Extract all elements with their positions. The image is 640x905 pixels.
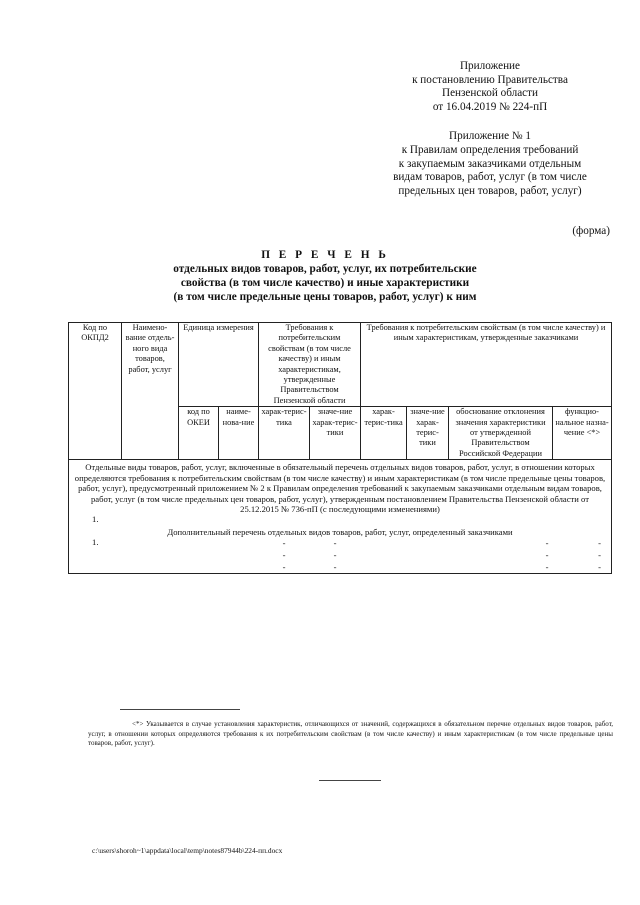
header-cust-characteristic: харак-терис-тика <box>361 407 407 460</box>
appendix-line: к закупаемым заказчиками отдельным <box>398 157 582 170</box>
dash-cell: - <box>333 550 337 561</box>
header-purpose: функцио-нальное назна-чение <*> <box>553 407 612 460</box>
document-title <box>60 248 590 304</box>
dash-cell: - <box>545 550 549 561</box>
requirements-table <box>68 322 612 574</box>
header-gov-characteristic: харак-терис-тика <box>259 407 310 460</box>
title-line: (в том числе предельные цены товаров, работ, услуг) к ним <box>173 291 477 303</box>
appendix-line: Приложение № 1 <box>449 130 531 143</box>
dash-cell: - <box>545 562 549 573</box>
appendix-line: предельных цен товаров, работ, услуг) <box>398 184 582 197</box>
dash-cell: - <box>545 538 549 549</box>
table-row <box>69 537 612 574</box>
dash-column <box>553 537 612 574</box>
appendix-block <box>360 60 620 198</box>
section-row-mandatory <box>69 460 612 515</box>
header-customer-requirements: Требования к потребительским свойствам (в том числе качеству) и иным характеристикам, утвержденные заказчиками <box>361 323 612 407</box>
section-row-additional <box>69 525 612 537</box>
dash-cell: - <box>282 550 286 561</box>
dash-cell: - <box>598 538 601 549</box>
header-okei: код по ОКЕИ <box>179 407 219 460</box>
appendix-line: к постановлению Правительства <box>412 73 568 86</box>
dash-cell: - <box>282 562 286 573</box>
file-path: c:\users\shoroh~1\appdata\local\temp\notes87944b\224-пп.docx <box>92 846 283 855</box>
row-cell <box>407 537 449 574</box>
row-number: 1. <box>69 537 122 574</box>
dash-column <box>310 537 361 574</box>
row-cell <box>219 537 259 574</box>
row-empty <box>122 514 612 524</box>
row-number: 1. <box>69 514 122 524</box>
row-cell <box>361 537 407 574</box>
appendix-line: видам товаров, работ, услуг (в том числе <box>393 171 587 184</box>
dash-column <box>449 537 553 574</box>
footnote-text: <*> Указывается в случае установления характеристик, отличающихся от значений, содержащихся в обязательном перечне отдельных видов товаров, работ, услуг, в отношении которых определяются требования к их потребительским свойствам (в том числе качеству) и иным характеристикам (в том числе предельные цены товаров, работ, услуг). <box>88 720 613 748</box>
header-unit-name: наиме-нова-ние <box>219 407 259 460</box>
table-row <box>69 514 612 524</box>
appendix-line: от 16.04.2019 № 224-пП <box>432 100 548 113</box>
section-additional-list: Дополнительный перечень отдельных видов товаров, работ, услуг, определенный заказчиками <box>69 525 612 537</box>
title-line: свойства (в том числе качество) и иные характеристики <box>180 277 470 289</box>
header-unit: Единица измерения <box>179 323 259 407</box>
header-item-name: Наимено-вание отдель-ного вида товаров, работ, услуг <box>122 323 179 460</box>
dash-cell: - <box>598 562 601 573</box>
appendix-line: Пензенской области <box>441 87 538 100</box>
appendix-line: к Правилам определения требований <box>401 143 579 156</box>
row-cell <box>122 537 179 574</box>
footnote-separator <box>120 709 240 710</box>
form-label: (форма) <box>572 225 610 237</box>
dash-cell: - <box>282 538 286 549</box>
row-cell <box>179 537 219 574</box>
dash-column <box>259 537 310 574</box>
end-separator <box>319 780 381 781</box>
header-cust-value: значе-ние харак-терис-тики <box>407 407 449 460</box>
title-line: П Е Р Е Ч Е Н Ь <box>261 249 389 261</box>
header-gov-value: значе-ние харак-терис-тики <box>310 407 361 460</box>
appendix-line: Приложение <box>459 60 521 72</box>
section-mandatory-list: Отдельные виды товаров, работ, услуг, включенные в обязательный перечень отдельных видов товаров, работ, услуг, в отношении которых определяются требования к потребительским свойствам (в том числе качеству) и иным характеристикам (в том числе предельные цены товаров, работ, услуг), предусмотренный приложением № 2 к Правилам определения требований к закупаемым заказчиками отдельным видам товаров, работ, услуг (в том числе предельных цен товаров, работ, услуг), утвержденным постановлением Правительства Пензенской области от 25.12.2015 № 736-пП (с последующими изменениями) <box>69 460 612 515</box>
appendix-spacer <box>360 114 620 130</box>
header-row-1 <box>69 323 612 407</box>
title-line: отдельных видов товаров, работ, услуг, их потребительские <box>173 263 477 275</box>
header-gov-requirements: Требования к потребительским свойствам (в том числе качеству) и иным характеристикам, утвержденные Правительством Пензенской области <box>259 323 361 407</box>
dash-cell: - <box>333 538 337 549</box>
header-justification: обоснование отклонения значения характеристики от утвержденной Правительством Российской Федерации <box>449 407 553 460</box>
header-okpd: Код по ОКПД2 <box>69 323 122 460</box>
dash-cell: - <box>598 550 601 561</box>
dash-cell: - <box>333 562 337 573</box>
